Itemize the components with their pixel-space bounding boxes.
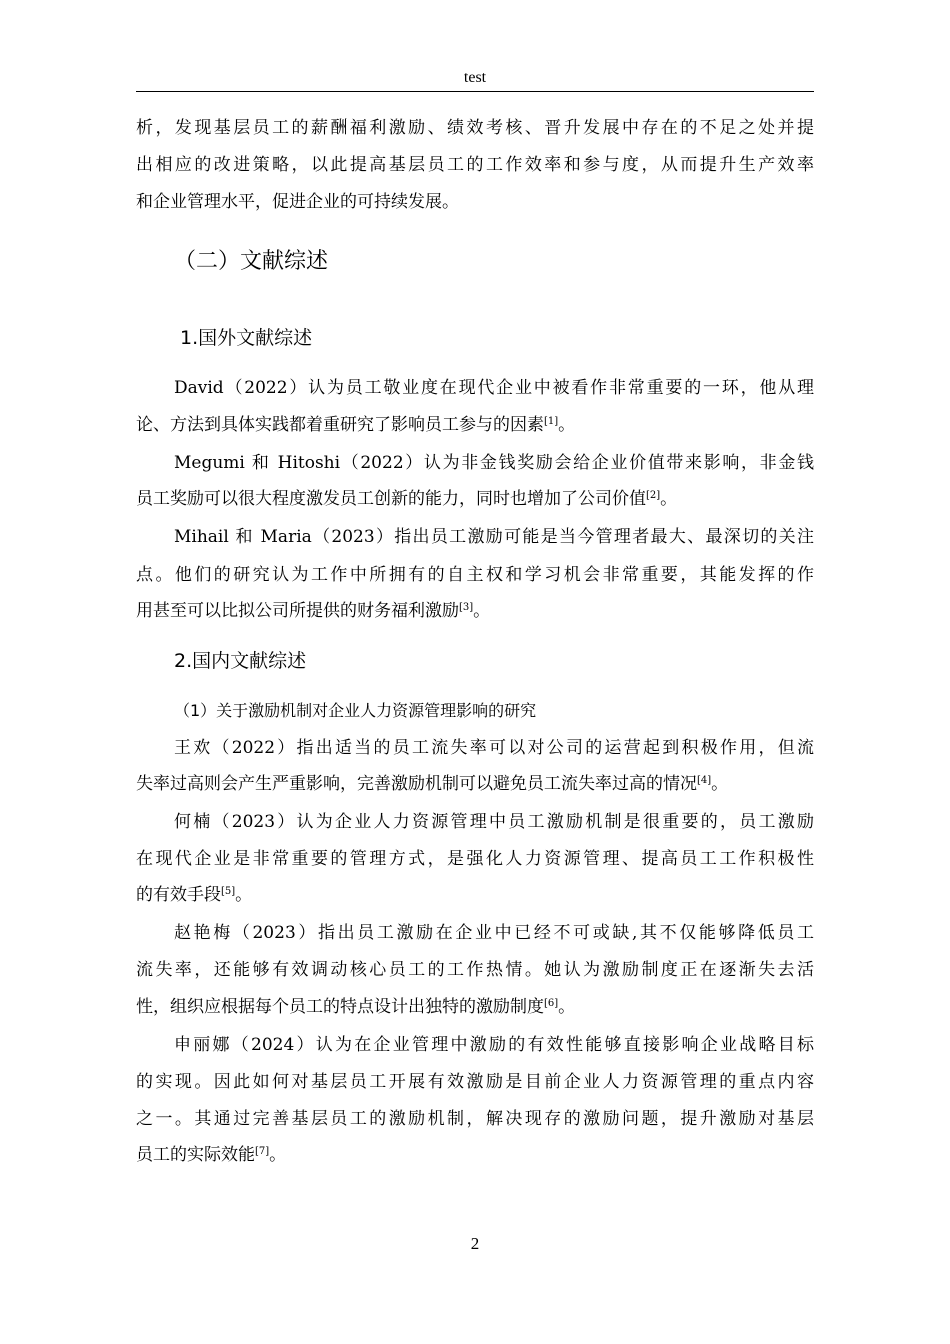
paragraph-text: 性，组织应根据每个员工的特点设计出独特的激励制度 (136, 997, 544, 1017)
paragraph-line: 之一。其通过完善基层员工的激励机制，解决现存的激励问题，提升激励对基层 (136, 1109, 814, 1129)
paragraph-end: 。 (711, 774, 729, 794)
paragraph-line (136, 600, 490, 622)
citation-ref: [3] (459, 602, 474, 613)
page-number: 2 (470, 1234, 480, 1253)
paragraph-line: 王欢（2022）指出适当的员工流失率可以对公司的运营起到积极作用，但流 (174, 738, 814, 758)
paragraph-end: 。 (235, 885, 253, 905)
paragraph-end: 。 (558, 415, 576, 435)
intro-line-3: 和企业管理水平，促进企业的可持续发展。 (136, 192, 459, 212)
citation-ref: [5] (221, 886, 236, 897)
citation-ref: [2] (646, 490, 661, 501)
paragraph-text: 员工奖励可以很大程度激发员工创新的能力，同时也增加了公司价值 (136, 489, 646, 509)
paragraph-line: David（2022）认为员工敬业度在现代企业中被看作非常重要的一环，他从理 (174, 378, 814, 398)
foreign-literature-heading: 1.国外文献综述 (180, 327, 313, 349)
paragraph-line (136, 1144, 286, 1166)
paragraph-line: 在现代企业是非常重要的管理方式，是强化人力资源管理、提高员工工作积极性 (136, 849, 814, 869)
citation-ref: [4] (697, 775, 712, 786)
intro-line-2: 出相应的改进策略，以此提高基层员工的工作效率和参与度，从而提升生产效率 (136, 155, 814, 175)
paragraph-text: 的有效手段 (136, 885, 221, 905)
paragraph-line (136, 488, 677, 510)
citation-ref: [7] (255, 1146, 270, 1157)
paragraph-end: 。 (269, 1145, 287, 1165)
citation-ref: [6] (544, 998, 559, 1009)
paragraph-line: 何楠（2023）认为企业人力资源管理中员工激励机制是很重要的，员工激励 (174, 812, 814, 832)
paragraph-line: 赵艳梅（2023）指出员工激励在企业中已经不可或缺,其不仅能够降低员工 (174, 923, 814, 943)
paragraph-line: Megumi 和 Hitoshi（2022）认为非金钱奖励会给企业价值带来影响，非金钱 (174, 453, 814, 473)
section-heading: （二）文献综述 (174, 249, 329, 274)
page-header-title: test (463, 69, 487, 86)
paragraph-line (136, 884, 252, 906)
paragraph-line: 流失率，还能够有效调动核心员工的工作热情。她认为激励制度正在逐渐失去活 (136, 960, 814, 980)
intro-line-1: 析，发现基层员工的薪酬福利激励、绩效考核、晋升发展中存在的不足之处并提 (136, 118, 814, 138)
paragraph-line (136, 773, 728, 795)
paragraph-end: 。 (558, 997, 576, 1017)
paragraph-line: Mihail 和 Maria（2023）指出员工激励可能是当今管理者最大、最深切的关注 (174, 527, 814, 547)
domestic-subheading-1: （1）关于激励机制对企业人力资源管理影响的研究 (174, 701, 537, 720)
paragraph-line: 的实现。因此如何对基层员工开展有效激励是目前企业人力资源管理的重点内容 (136, 1072, 814, 1092)
paragraph-end: 。 (660, 489, 678, 509)
paragraph-line (136, 996, 575, 1018)
header-divider (136, 91, 814, 92)
paragraph-text: 用甚至可以比拟公司所提供的财务福利激励 (136, 601, 459, 621)
citation-ref: [1] (544, 416, 559, 427)
paragraph-line: 申丽娜（2024）认为在企业管理中激励的有效性能够直接影响企业战略目标 (174, 1035, 814, 1055)
paragraph-text: 失率过高则会产生严重影响，完善激励机制可以避免员工流失率过高的情况 (136, 774, 697, 794)
paragraph-text: 论、方法到具体实践都着重研究了影响员工参与的因素 (136, 415, 544, 435)
paragraph-end: 。 (473, 601, 491, 621)
paragraph-line (136, 414, 575, 436)
paragraph-line: 点。他们的研究认为工作中所拥有的自主权和学习机会非常重要，其能发挥的作 (136, 565, 814, 585)
paragraph-text: 员工的实际效能 (136, 1145, 255, 1165)
domestic-literature-heading: 2.国内文献综述 (174, 650, 307, 672)
